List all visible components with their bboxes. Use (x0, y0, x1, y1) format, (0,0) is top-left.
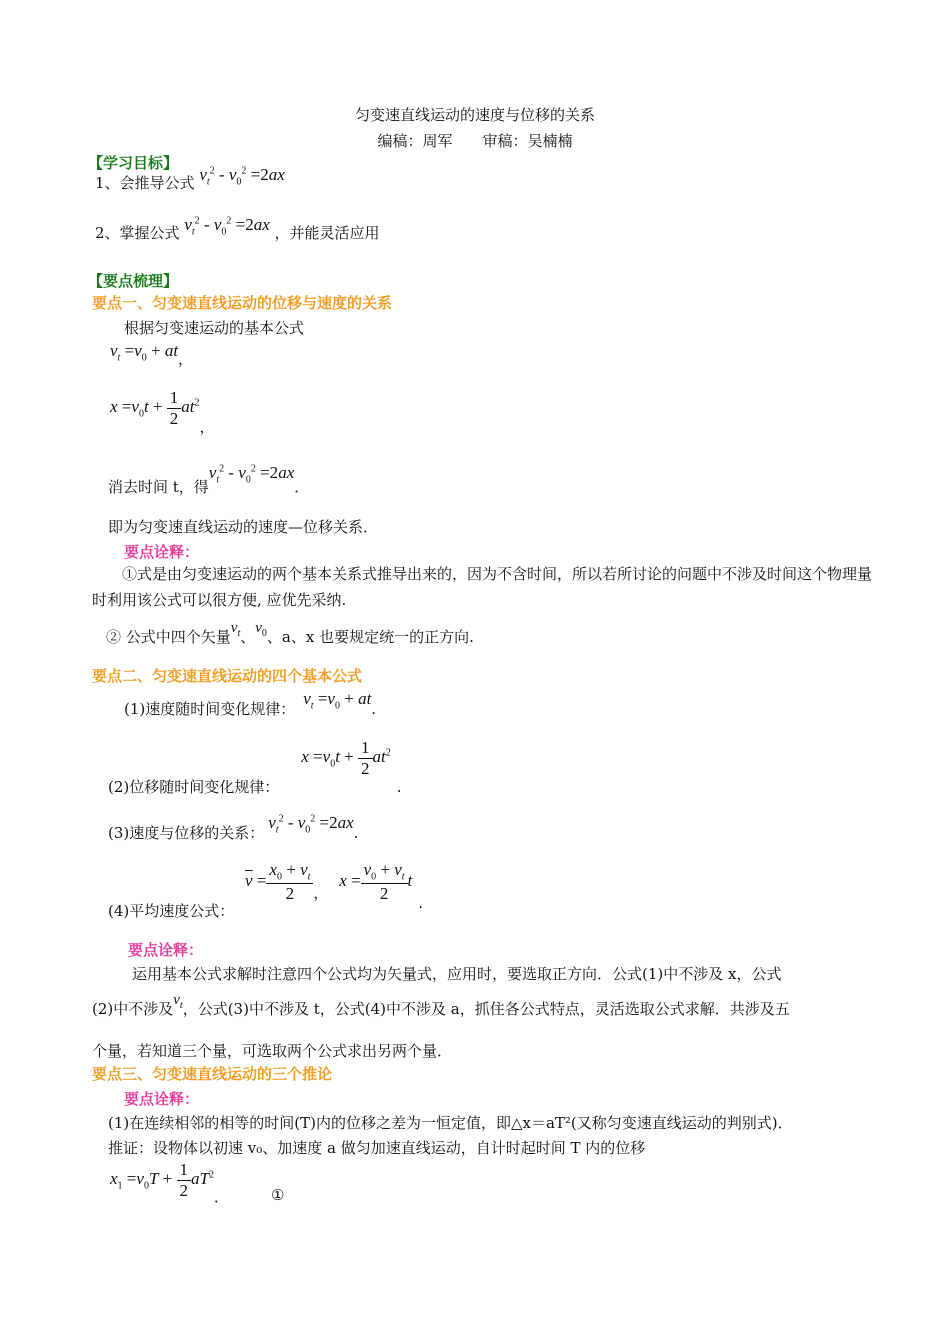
formula-3-label: (3)速度与位移的关系： (108, 824, 265, 842)
period: ． (213, 1187, 229, 1206)
note2-suffix: 、a、x 也要规定统一的正方向. (266, 628, 474, 646)
symbol-v0: $v_0$ (255, 620, 267, 639)
formula-3-line (108, 812, 359, 842)
formula-1-line (124, 688, 377, 718)
formula-average-velocity: $\overline{v}$ = $\frac{x_0 + v_t}{2}$ (245, 871, 313, 890)
note-line2-prefix: (2)中不涉及 (92, 1000, 174, 1018)
symbol-vt: $v_t$ (173, 992, 183, 1011)
point1-title: 要点一、匀变速直线运动的位移与速度的关系 (92, 294, 393, 312)
goal-2-label: 2、掌握公式 (95, 224, 180, 242)
dot: . (418, 893, 424, 912)
separator: 、 (240, 628, 256, 646)
eliminate-time-line (108, 462, 310, 496)
point2-note-line3: 个量，若知道三个量，可选取两个公式求出另两个量． (92, 1042, 453, 1060)
goal-2 (95, 215, 380, 245)
formula-vt-v0-at: $v_t =v_0$ + at (110, 341, 179, 364)
point1-note-2 (106, 616, 474, 646)
comma: ， (199, 417, 215, 436)
formula-vt2-v02-2ax: $v_t^2 - v_0^2 =2ax$ (208, 463, 295, 486)
point1-intro: 根据匀变速运动的基本公式 (124, 319, 305, 337)
dot: . (396, 777, 402, 796)
dot: . (353, 824, 359, 842)
equation-tag: ① (270, 1185, 285, 1204)
page-title: 匀变速直线运动的速度与位移的关系 (354, 106, 595, 124)
formula-2-label: (2)位移随时间变化规律： (108, 777, 280, 796)
formula-vt-v0-at: $v_t =v_0$ + at (303, 689, 372, 712)
point1-note-label: 要点诠释： (124, 543, 200, 561)
period: ． (294, 478, 310, 496)
symbol-vt: $v_t$ (230, 620, 241, 639)
comma: ， (178, 350, 194, 368)
formula-4-line (108, 860, 424, 920)
eliminate-label: 消去时间 t，得 (108, 478, 209, 496)
goal-1 (95, 165, 285, 195)
formula-x1-line (110, 1160, 285, 1206)
point3-note-label: 要点诠释： (124, 1090, 200, 1108)
point2-note-line1: 运用基本公式求解时注意四个公式均为矢量式，应用时，要选取正方向．公式(1)中不涉及 x，公式 (132, 965, 782, 983)
point2-note-label: 要点诠释： (128, 941, 204, 959)
formula-vt2-v02-2ax: $v_t^2 - v_0^2 =2ax$ (184, 215, 270, 238)
goals-heading: 【学习目标】 (88, 154, 179, 172)
point2-title: 要点二、匀变速直线运动的四个基本公式 (92, 667, 363, 685)
formula-2-line (108, 738, 402, 796)
authors: 编稿：周军 审稿：吴楠楠 (377, 132, 573, 150)
point3-line1: (1)在连续相邻的相等的时间(T)内的位移之差为一恒定值，即△x＝aT²(又称匀变速直线运动的判别式)． (108, 1114, 793, 1132)
formula-x-v0t-half-at2: $x =v_0t$ + $\frac{1}{2}$ $at^2$ (110, 388, 200, 428)
goal-2-suffix: ，并能灵活应用 (274, 224, 380, 242)
dot: . (371, 700, 377, 718)
note-line2-suffix: ，公式(3)中不涉及 t，公式(4)中不涉及 a，抓住各公式特点，灵活选取公式求解．共涉及五 (182, 1000, 790, 1018)
relation-meaning: 即为匀变速直线运动的速度—位移关系． (108, 518, 379, 536)
formula-x1-v0T-half-aT2: $x_1 =v_0T$ + $\frac{1}{2}$ $aT^2$ (110, 1160, 214, 1200)
note2-prefix: ② 公式中四个矢量 (106, 628, 231, 646)
formula-displacement-line (110, 388, 215, 436)
point3-line2: 推证：设物体以初速 v₀、加速度 a 做匀加速直线运动，自计时起时间 T 内的位移 (108, 1139, 646, 1157)
point1-note-1: ①式是由匀变速运动的两个基本关系式推导出来的，因为不含时间，所以若所讨论的问题中不涉及时间这个物理量时利用该公式可以很方便, 应优先采纳. (92, 565, 873, 609)
summary-heading: 【要点梳理】 (88, 272, 179, 290)
point3-title: 要点三、匀变速直线运动的三个推论 (92, 1065, 333, 1083)
formula-vt2-v02-2ax: $v_t^2 - v_0^2 =2ax$ (199, 165, 285, 188)
comma: ， (313, 883, 329, 902)
goal-1-label: 1、会推导公式 (95, 174, 195, 192)
point2-note-line2 (92, 988, 790, 1018)
formula-1-label: (1)速度随时间变化规律： (124, 700, 296, 718)
formula-4-label: (4)平均速度公式： (108, 901, 235, 920)
formula-vt2-v02-2ax: $v_t^2 - v_0^2 =2ax$ (268, 813, 354, 836)
formula-x-average: x = $\frac{v_0 + v_t}{2}$ t (339, 860, 413, 903)
formula-velocity-line (110, 340, 194, 368)
formula-x-v0t-half-at2: $x =v_0t$ + $\frac{1}{2}$ $at^2$ (301, 738, 391, 778)
